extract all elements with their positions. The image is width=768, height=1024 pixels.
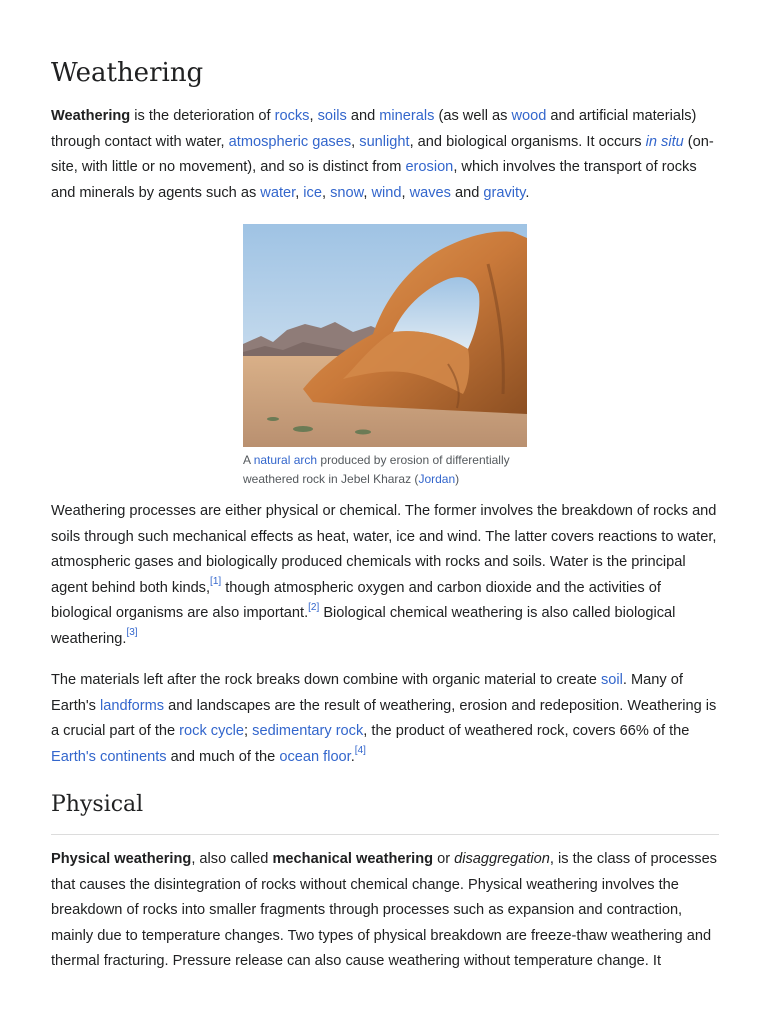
link-wind[interactable]: wind: [371, 184, 402, 201]
text: ;: [244, 723, 253, 740]
reference-3: [126, 627, 137, 638]
link-erosion[interactable]: erosion: [405, 159, 454, 176]
text: , and biological organisms. It occurs: [409, 133, 646, 150]
natural-arch-photo[interactable]: [243, 224, 527, 447]
text: is the deterioration of: [130, 108, 275, 124]
bold-term: Weathering: [51, 108, 131, 124]
link-waves[interactable]: waves: [409, 184, 451, 201]
text: .: [350, 748, 355, 765]
text: ,: [295, 184, 304, 201]
ref-link-1[interactable]: [1]: [210, 575, 222, 587]
link-rock-cycle[interactable]: rock cycle: [179, 723, 245, 740]
link-sunlight[interactable]: sunlight: [359, 133, 410, 150]
link-natural-arch[interactable]: natural arch: [253, 453, 318, 467]
text: (on-site, with little or no movement), and so is distinct from: [51, 133, 714, 176]
text: Weathering processes are either physical or chemical. The former involves the breakdown of rocks and soils through such mechanical effects as heat, water, ice and wind. The latter covers reactions to water, atmospheric gases and biologically produced chemicals with rocks and soils. Water is the principal agent behind both kinds,: [51, 503, 717, 596]
bold-term: mechanical weathering: [272, 851, 434, 867]
materials-paragraph: [51, 668, 719, 770]
text: , also called: [191, 851, 273, 867]
reference-4: [355, 745, 366, 756]
text: ,: [321, 184, 331, 201]
figure-natural-arch: [243, 224, 527, 489]
text: ,: [351, 133, 360, 150]
link-in-situ[interactable]: in situ: [645, 133, 684, 150]
link-atmospheric-gases[interactable]: atmospheric gases: [228, 133, 352, 150]
link-ice[interactable]: ice: [303, 184, 322, 201]
link-landforms[interactable]: landforms: [100, 697, 165, 714]
link-jordan[interactable]: Jordan: [418, 472, 456, 486]
ref-link-2[interactable]: [2]: [308, 601, 320, 613]
text: and artificial materials) through contact with water,: [51, 108, 697, 150]
text: and landscapes are the result of weathering, erosion and redeposition. Weathering is a crucial part of the: [51, 697, 717, 740]
intro-paragraph: [51, 104, 719, 206]
text: and: [450, 184, 484, 201]
link-wood[interactable]: wood: [511, 108, 547, 124]
text: or: [433, 851, 455, 867]
text: Biological chemical weathering is also called biological weathering.: [51, 605, 676, 647]
reference-1: [210, 576, 221, 587]
text: , is the class of processes that causes the disintegration of rocks without chemical change. Physical weathering involves the breakdown of rocks into smaller fragments through processes such as expansion and contraction, mainly due to temperature changes. Two types of physical breakdown are freeze-thaw weathering and thermal fracturing. Pressure release can also cause weathering without temperature change. It: [51, 851, 717, 970]
ref-link-3[interactable]: [3]: [126, 627, 138, 639]
text: The materials left after the rock breaks down combine with organic material to create: [51, 672, 601, 688]
link-minerals[interactable]: minerals: [379, 108, 435, 124]
italic-term: disaggregation: [454, 851, 550, 867]
text: ): [455, 472, 460, 486]
processes-paragraph: [51, 499, 719, 653]
section-divider: [51, 834, 719, 835]
text: and much of the: [166, 748, 280, 765]
text: ,: [309, 108, 318, 124]
link-rocks[interactable]: rocks: [274, 108, 310, 124]
text: ,: [401, 184, 410, 201]
link-soils[interactable]: soils: [317, 108, 347, 124]
text: .: [525, 184, 530, 201]
page-title: Weathering: [51, 58, 204, 88]
link-gravity[interactable]: gravity: [483, 184, 526, 201]
text: , which involves the transport of rocks and minerals by agents such as: [51, 159, 697, 201]
text: though atmospheric oxygen and carbon dioxide and the activities of biological organisms are also important.: [51, 579, 661, 622]
figure-caption: [243, 451, 527, 489]
ref-link-4[interactable]: [4]: [354, 744, 366, 756]
link-water[interactable]: water: [260, 184, 296, 201]
text: and: [346, 108, 380, 124]
link-snow[interactable]: snow: [330, 184, 364, 201]
text: ,: [363, 184, 372, 201]
bold-term: Physical weathering: [51, 851, 192, 867]
link-earths-continents[interactable]: Earth's continents: [51, 748, 167, 765]
text: , the product of weathered rock, covers 66% of the: [363, 723, 690, 740]
link-ocean-floor[interactable]: ocean floor: [279, 748, 351, 765]
link-sedimentary-rock[interactable]: sedimentary rock: [252, 723, 364, 740]
text: produced by erosion of differentially weathered rock in Jebel Kharaz (: [243, 453, 510, 486]
text: . Many of Earth's: [51, 672, 683, 714]
physical-paragraph: [51, 847, 719, 975]
text: A: [243, 453, 254, 467]
reference-2: [308, 602, 319, 613]
link-soil[interactable]: soil: [600, 672, 623, 688]
section-heading-physical: Physical: [51, 792, 144, 817]
text: (as well as: [434, 108, 512, 124]
